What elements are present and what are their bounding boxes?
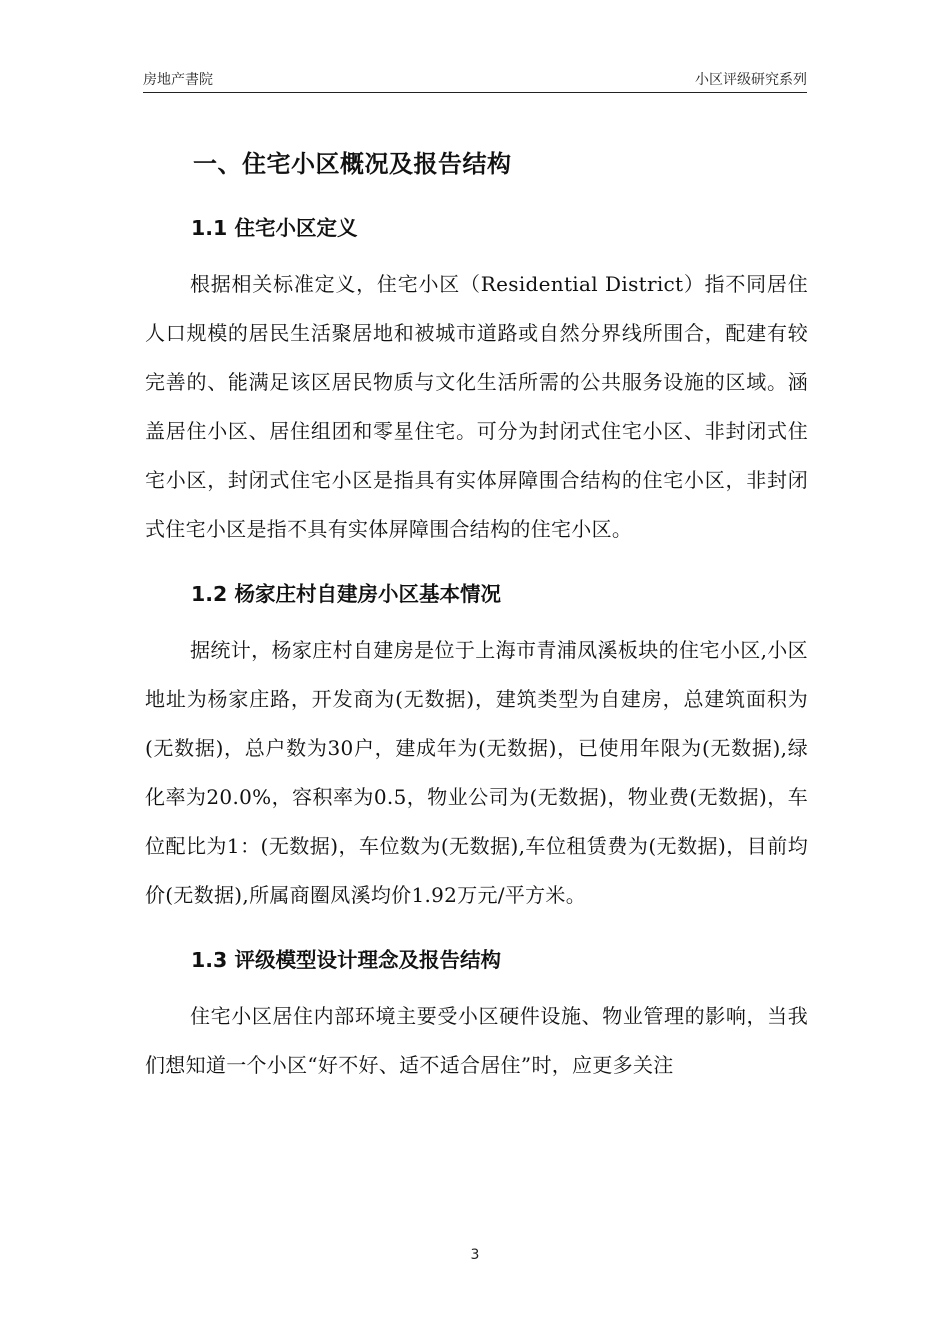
header-series-title: 小区评级研究系列	[695, 72, 807, 88]
subsection-heading-1-2: 1.2 杨家庄村自建房小区基本情况	[191, 582, 501, 606]
document-body	[145, 140, 808, 1090]
section-heading: 一、住宅小区概况及报告结构	[193, 150, 512, 178]
header-publisher: 房地产書院	[143, 72, 213, 88]
page-number: 3	[470, 1247, 480, 1263]
paragraph-model-design: 住宅小区居住内部环境主要受小区硬件设施、物业管理的影响，当我们想知道一个小区“好不好、适不适合居住”时，应更多关注	[145, 1004, 808, 1077]
paragraph-basic-info: 据统计，杨家庄村自建房是位于上海市青浦凤溪板块的住宅小区,小区地址为杨家庄路，开发商为(无数据)，建筑类型为自建房，总建筑面积为(无数据)，总户数为30户，建成年为(无数据)，已使用年限为(无数据),绿化率为20.0%，容积率为0.5，物业公司为(无数据)，物业费(无数据)，车位配比为1：(无数据)，车位数为(无数据),车位租赁费为(无数据)，目前均价(无数据),所属商圈凤溪均价1.92万元/平方米。	[145, 638, 808, 907]
paragraph-definition: 根据相关标准定义，住宅小区（Residential District）指不同居住人口规模的居民生活聚居地和被城市道路或自然分界线所围合，配建有较完善的、能满足该区居民物质与文化生活所需的公共服务设施的区域。涵盖居住小区、居住组团和零星住宅。可分为封闭式住宅小区、非封闭式住宅小区，封闭式住宅小区是指具有实体屏障围合结构的住宅小区，非封闭式住宅小区是指不具有实体屏障围合结构的住宅小区。	[145, 272, 808, 541]
subsection-heading-1-1: 1.1 住宅小区定义	[191, 216, 358, 240]
page-header	[143, 66, 807, 93]
subsection-heading-1-3: 1.3 评级模型设计理念及报告结构	[191, 948, 501, 972]
